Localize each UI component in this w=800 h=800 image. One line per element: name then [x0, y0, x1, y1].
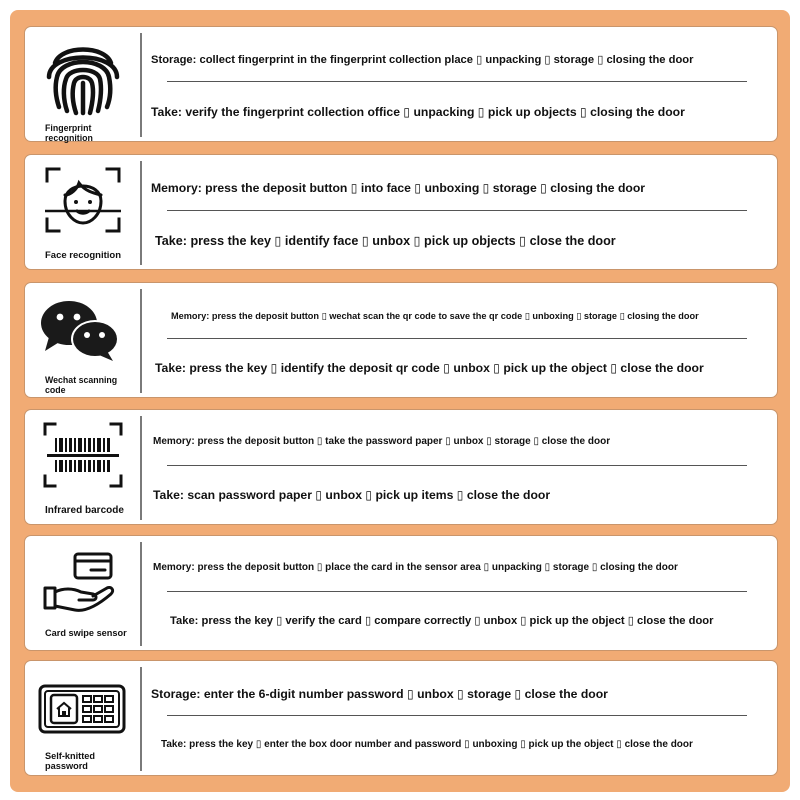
- vertical-divider: [140, 289, 142, 393]
- separator-line: [167, 338, 747, 339]
- step-text-2: Take: press the key ▯ enter the box door number and password ▯ unboxing ▯ pick up the object ▯ close the door: [161, 739, 693, 750]
- method-card-face: [24, 154, 778, 270]
- vertical-divider: [140, 542, 142, 646]
- vertical-divider: [140, 161, 142, 265]
- separator-line: [167, 81, 747, 82]
- step-text-2: Take: verify the fingerprint collection office ▯ unpacking ▯ pick up objects ▯ closing the door: [151, 105, 685, 119]
- method-label: Self-knitted password: [45, 751, 96, 771]
- fingerprint-icon: [41, 33, 125, 117]
- keypad-icon: [37, 683, 127, 735]
- method-label: Face recognition: [45, 250, 122, 261]
- icon-column: [25, 661, 141, 775]
- icon-column: [25, 155, 141, 269]
- vertical-divider: [140, 416, 142, 520]
- vertical-divider: [140, 33, 142, 137]
- method-card-barcode: [24, 409, 778, 525]
- separator-line: [167, 210, 747, 211]
- card-hand-icon: [41, 548, 125, 620]
- method-label: Wechat scanning code: [45, 375, 118, 395]
- step-text-1: Storage: collect fingerprint in the fingerprint collection place ▯ unpacking ▯ storage ▯ closing the door: [151, 54, 694, 66]
- step-text-2: Take: press the key ▯ identify the deposit qr code ▯ unbox ▯ pick up the object ▯ close the door: [155, 361, 704, 375]
- step-text-1: Memory: press the deposit button ▯ take the password paper ▯ unbox ▯ storage ▯ close the door: [153, 436, 611, 447]
- step-text-2: Take: press the key ▯ verify the card ▯ compare correctly ▯ unbox ▯ pick up the object ▯ close the door: [170, 615, 714, 627]
- method-label: Infrared barcode: [45, 505, 124, 516]
- step-text-2: Take: press the key ▯ identify face ▯ unbox ▯ pick up objects ▯ close the door: [155, 234, 616, 248]
- barcode-scan-icon: [41, 420, 125, 490]
- separator-line: [167, 465, 747, 466]
- icon-column: [25, 536, 141, 650]
- separator-line: [167, 715, 747, 716]
- icon-column: [25, 283, 141, 397]
- method-card-card-swipe: [24, 535, 778, 651]
- step-text-2: Take: scan password paper ▯ unbox ▯ pick up items ▯ close the door: [153, 488, 551, 502]
- step-text-1: Storage: enter the 6-digit number password ▯ unbox ▯ storage ▯ close the door: [151, 687, 608, 701]
- step-text-1: Memory: press the deposit button ▯ into face ▯ unboxing ▯ storage ▯ closing the door: [151, 181, 646, 195]
- step-text-1: Memory: press the deposit button ▯ place the card in the sensor area ▯ unpacking ▯ storage ▯ closing the door: [153, 562, 678, 573]
- vertical-divider: [140, 667, 142, 771]
- separator-line: [167, 591, 747, 592]
- face-scan-icon: [43, 165, 123, 235]
- method-card-password: [24, 660, 778, 776]
- method-label: Card swipe sensor: [45, 628, 127, 638]
- wechat-icon: [39, 297, 121, 363]
- method-card-fingerprint: [24, 26, 778, 142]
- step-text-1: Memory: press the deposit button ▯ wechat scan the qr code to save the qr code ▯ unboxing ▯ storage ▯ closing the door: [171, 311, 699, 321]
- icon-column: [25, 27, 141, 141]
- icon-column: [25, 410, 141, 524]
- method-label: Fingerprint recognition: [45, 123, 93, 143]
- method-card-wechat: [24, 282, 778, 398]
